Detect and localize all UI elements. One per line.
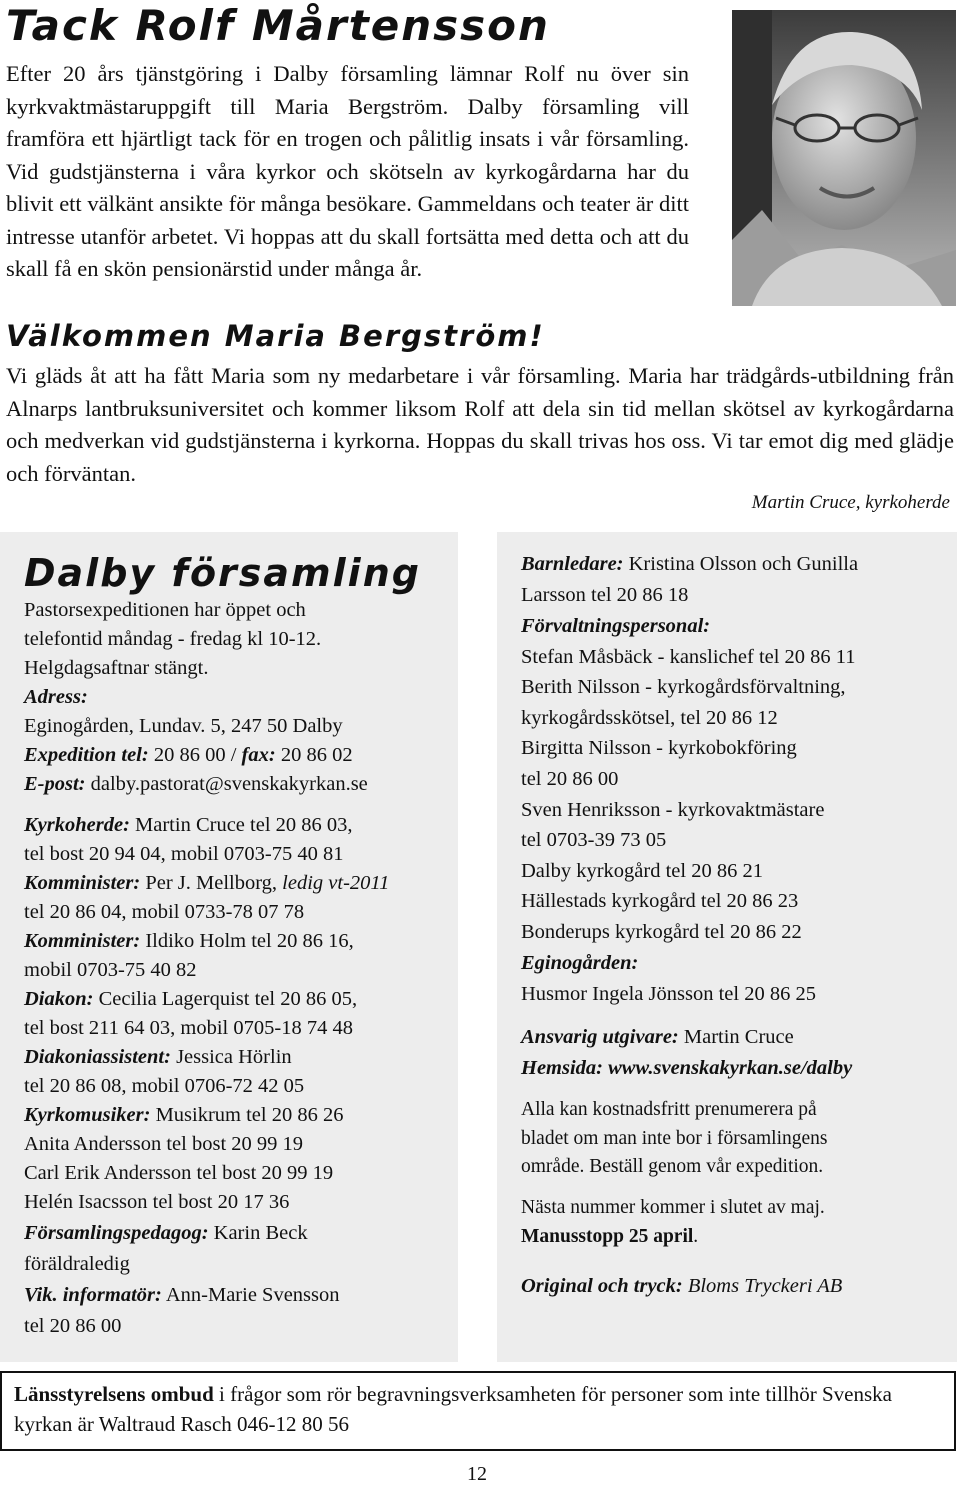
pedagog-label: Församlingspedagog: xyxy=(24,1222,209,1244)
publisher-line xyxy=(521,1022,794,1053)
printer-line xyxy=(521,1271,842,1302)
komminister1-line xyxy=(24,869,389,898)
komminister1-note: ledig vt-2011 xyxy=(282,872,390,894)
barnledare-value: Kristina Olsson och Gunilla xyxy=(623,553,859,575)
subscribe-line3: område. Beställ genom vår expedition. xyxy=(521,1156,824,1177)
signature: Martin Cruce, kyrkoherde xyxy=(751,492,950,513)
diakon-value2: tel bost 211 64 03, mobil 0705-18 74 48 xyxy=(24,1017,353,1039)
diakoniassistent-value: Jessica Hörlin xyxy=(170,1046,292,1068)
staff-line-4: Birgitta Nilsson - kyrkobokföring xyxy=(521,737,797,759)
informator-line xyxy=(24,1281,340,1310)
diakon-line xyxy=(24,985,357,1014)
barnledare-value2: Larsson tel 20 86 18 xyxy=(521,584,689,606)
eginogarden-value: Husmor Ingela Jönsson tel 20 86 25 xyxy=(521,983,816,1005)
staff-line-10: Bonderups kyrkogård tel 20 86 22 xyxy=(521,921,802,943)
kyrkomusiker-value: Musikrum tel 20 86 26 xyxy=(150,1104,344,1126)
notice-bold: Länsstyrelsens ombud xyxy=(14,1382,214,1406)
kyrkoherde-value: Martin Cruce tel 20 86 03, xyxy=(129,814,353,836)
address-label: Adress: xyxy=(24,686,88,708)
diakoniassistent-label: Diakoniassistent: xyxy=(24,1046,171,1068)
informator-value2: tel 20 86 00 xyxy=(24,1315,122,1337)
publisher-value: Martin Cruce xyxy=(678,1026,794,1048)
komminister1-value2: tel 20 86 04, mobil 0733-78 07 78 xyxy=(24,901,305,923)
kyrkoherde-value2: tel bost 20 94 04, mobil 0703-75 40 81 xyxy=(24,843,344,865)
staff-line-5: tel 20 86 00 xyxy=(521,768,619,790)
diakon-value: Cecilia Lagerquist tel 20 86 05, xyxy=(93,988,358,1010)
kyrkomusiker-value3: Carl Erik Andersson tel bost 20 99 19 xyxy=(24,1162,334,1184)
komminister1-value: Per J. Mellborg, xyxy=(140,872,283,894)
portrait-photo xyxy=(732,10,956,306)
pedagog-value: Karin Beck xyxy=(208,1222,308,1244)
article-body-rolf: Efter 20 års tjänstgöring i Dalby församling lämnar Rolf nu över sin kyrkvaktmästaruppgift till Maria Bergström. Dalby församling vill framföra ett hjärtligt tack för en trogen och pålitlig insats i vår församling. Vid gudstjänsterna i våra kyrkor och skötseln av kyrkogårdarna har du blivit ett välkänt ansikte för många besökare. Gammeldans och teater är ditt intresse utanför arbetet. Vi hoppas att du skall fortsätta med detta och att du skall få en skön pensionärstid under många år. xyxy=(6,61,689,281)
pedagog-value2: föräldraledig xyxy=(24,1253,130,1275)
komminister2-value2: mobil 0703-75 40 82 xyxy=(24,959,197,981)
kyrkomusiker-value4: Helén Isacsson tel bost 20 17 36 xyxy=(24,1191,290,1213)
staff-line-6: Sven Henriksson - kyrkovaktmästare xyxy=(521,799,825,821)
office-hours-line2: telefontid måndag - fredag kl 10-12. xyxy=(24,628,322,650)
notice-text xyxy=(14,1379,934,1439)
next-issue-line1: Nästa nummer kommer i slutet av maj. xyxy=(521,1197,825,1218)
informator-label: Vik. informatör: xyxy=(24,1284,162,1306)
kyrkoherde-line xyxy=(24,811,353,840)
subscribe-line1: Alla kan kostnadsfritt prenumerera på xyxy=(521,1099,817,1120)
address-value: Eginogården, Lundav. 5, 247 50 Dalby xyxy=(24,715,343,737)
parish-title: Dalby församling xyxy=(24,551,421,595)
komminister1-label: Komminister: xyxy=(24,872,141,894)
kyrkomusiker-line xyxy=(24,1101,343,1130)
publisher-label: Ansvarig utgivare: xyxy=(521,1026,679,1048)
fax-value: 20 86 02 xyxy=(275,744,353,766)
pedagog-line xyxy=(24,1219,308,1248)
deadline: Manusstopp 25 april xyxy=(521,1226,694,1247)
fax-label: fax: xyxy=(241,744,276,766)
staff-line-2: Berith Nilsson - kyrkogårdsförvaltning, xyxy=(521,676,846,698)
komminister2-line xyxy=(24,927,354,956)
article-title-rolf: Tack Rolf Mårtensson xyxy=(6,1,550,50)
notice-box xyxy=(0,1371,956,1451)
diakoniassistent-line xyxy=(24,1043,292,1072)
subscribe-line2: bladet om man inte bor i församlingens xyxy=(521,1128,828,1149)
notice-body: i frågor som rör begravningsverksamheten för personer som inte tillhör Svenska kyrkan är Waltraud Rasch 046-12 80 56 xyxy=(14,1382,892,1436)
expedition-label: Expedition tel: xyxy=(24,744,149,766)
barnledare-label: Barnledare: xyxy=(521,553,624,575)
expedition-line xyxy=(24,741,353,770)
article-title-maria: Välkommen Maria Bergström! xyxy=(6,319,545,353)
komminister2-value: Ildiko Holm tel 20 86 16, xyxy=(140,930,354,952)
staff-line-1: Stefan Måsbäck - kanslichef tel 20 86 11 xyxy=(521,646,856,668)
email-line xyxy=(24,770,368,799)
kyrkomusiker-label: Kyrkomusiker: xyxy=(24,1104,151,1126)
barnledare-line xyxy=(521,549,858,580)
forvaltning-label: Förvaltningspersonal: xyxy=(521,615,711,637)
expedition-value: 20 86 00 / xyxy=(148,744,242,766)
kyrkoherde-label: Kyrkoherde: xyxy=(24,814,130,836)
printer-label: Original och tryck: xyxy=(521,1275,683,1297)
staff-line-7: tel 0703-39 73 05 xyxy=(521,829,667,851)
informator-value: Ann-Marie Svensson xyxy=(161,1284,340,1306)
eginogarden-label: Eginogården: xyxy=(521,952,639,974)
email-label: E-post: xyxy=(24,773,86,795)
office-hours-line3: Helgdagsaftnar stängt. xyxy=(24,657,209,679)
website-link[interactable]: Hemsida: www.svenskakyrkan.se/dalby xyxy=(521,1057,853,1079)
page-number: 12 xyxy=(467,1463,487,1485)
staff-line-9: Hällestads kyrkogård tel 20 86 23 xyxy=(521,890,799,912)
staff-line-3: kyrkogårdsskötsel, tel 20 86 12 xyxy=(521,707,778,729)
printer-value: Bloms Tryckeri AB xyxy=(682,1275,843,1297)
staff-line-8: Dalby kyrkogård tel 20 86 21 xyxy=(521,860,763,882)
email-value[interactable]: dalby.pastorat@svenskakyrkan.se xyxy=(85,773,368,795)
kyrkomusiker-value2: Anita Andersson tel bost 20 99 19 xyxy=(24,1133,304,1155)
article-body-maria: Vi gläds åt att ha fått Maria som ny medarbetare i vår församling. Maria har trädgårds-utbildning från Alnarps lantbruksuniversitet och kommer liksom Rolf att dela sin tid mellan skötsel av kyrkogårdarna och medverkan vid gudstjänsterna i kyrkorna. Hoppas du skall trivas hos oss. Vi tar emot dig med glädje och förväntan. xyxy=(6,363,954,486)
komminister2-label: Komminister: xyxy=(24,930,141,952)
deadline-end: . xyxy=(693,1226,699,1247)
diakon-label: Diakon: xyxy=(24,988,94,1010)
diakoniassistent-value2: tel 20 86 08, mobil 0706-72 42 05 xyxy=(24,1075,305,1097)
office-hours-line1: Pastorsexpeditionen har öppet och xyxy=(24,599,306,621)
next-issue-line2 xyxy=(521,1222,698,1251)
